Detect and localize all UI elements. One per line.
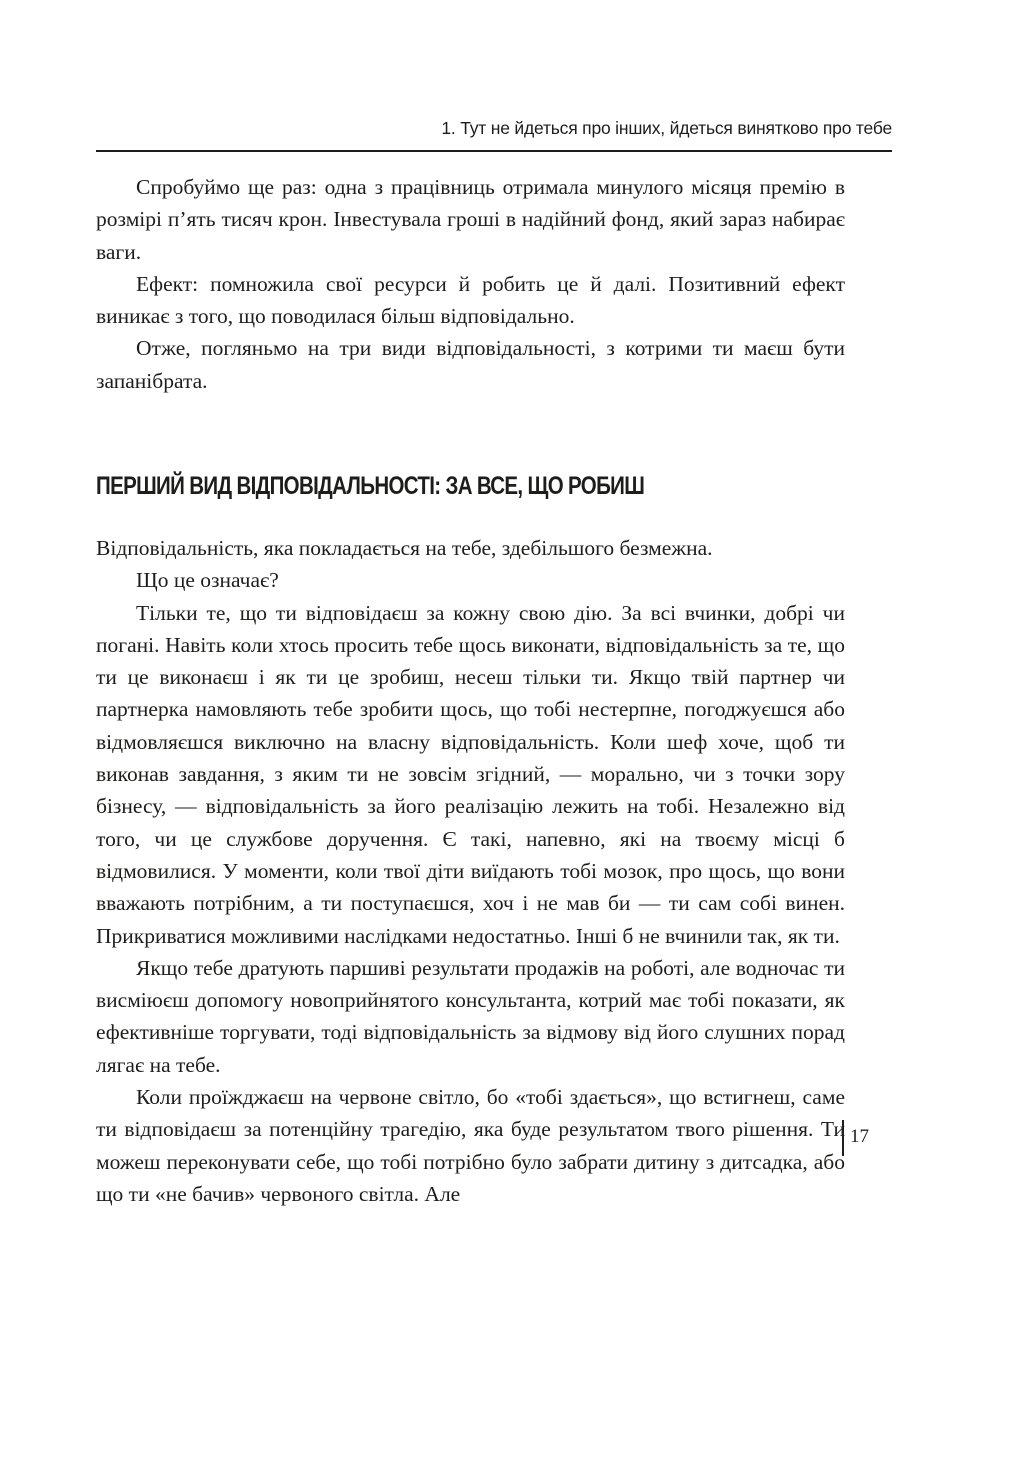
section-heading: ПЕРШИЙ ВИД ВІДПОВІДАЛЬНОСТІ: ЗА ВСЕ, ЩО РОБИШ <box>96 472 645 500</box>
paragraph: Відповідальність, яка покладається на тебе, здебільшого безмежна. <box>96 536 713 560</box>
top-text-block <box>96 171 845 397</box>
paragraph: Отже, погляньмо на три види відповідальності, з котрими ти маєш бути запанібрата. <box>96 336 845 393</box>
paragraph: Тільки те, що ти відповідаєш за кожну свою дію. За всі вчинки, добрі чи погані. Навіть коли хтось просить тебе щось виконати, відповідальність за те, що ти це виконаєш і як ти це зробиш, несеш тільки ти. Якщо твій партнер чи партнерка намовляють тебе зробити щось, що тобі нестерпне, погоджуєшся або відмовляєшся виключно на власну відповідальність. Коли шеф хоче, щоб ти виконав завдання, з яким ти не зовсім згідний, — морально, чи з точки зору бізнесу, — відповідальність за його реалізацію лежить на тобі. Незалежно від того, чи це службове доручення. Є такі, напевно, які на твоєму місці б відмовилися. У моменти, коли твої діти виїдають тобі мозок, про щось, що вони вважають потрібним, а ти поступаєшся, хоч і не мав би — ти сам собі винен. Прикриватися можливими наслідками недостатньо. Інші б не вчинили так, як ти. <box>96 600 845 948</box>
folio-rule <box>842 1120 844 1156</box>
paragraph: Якщо тебе дратують паршиві результати продажів на роботі, але водночас ти висміюєш допомогу новоприйнятого консультанта, котрий має тобі показати, як ефективніше торгувати, тоді відповідальність за відмову від його слушних порад лягає на тебе. <box>96 955 845 1077</box>
paragraph: Ефект: помножила свої ресурси й робить це й далі. Позитивний ефект виникає з того, що поводилася більш відповідально. <box>96 271 845 329</box>
paragraph: Спробуймо ще раз: одна з працівниць отримала минулого місяця премію в розмірі п’ять тисяч крон. Інвестувала гроші в надійний фонд, який зараз набирає ваги. <box>96 175 845 264</box>
paragraph: Що це означає? <box>136 568 279 593</box>
header-rule <box>96 150 892 152</box>
paragraph: Коли проїжджаєш на червоне світло, бо «тобі здається», що встигнеш, саме ти відповідаєш за потенційну трагедію, яка буде результатом твого рішення. Ти можеш переконувати себе, що тобі потрібно було забрати дитину з дитсадка, або що ти «не бачив» червоного світла. Але <box>96 1085 845 1206</box>
page-number: 17 <box>850 1126 869 1147</box>
main-text-block <box>96 532 845 1210</box>
running-header: 1. Тут не йдеться про інших, йдеться винятково про тебе <box>441 118 892 138</box>
